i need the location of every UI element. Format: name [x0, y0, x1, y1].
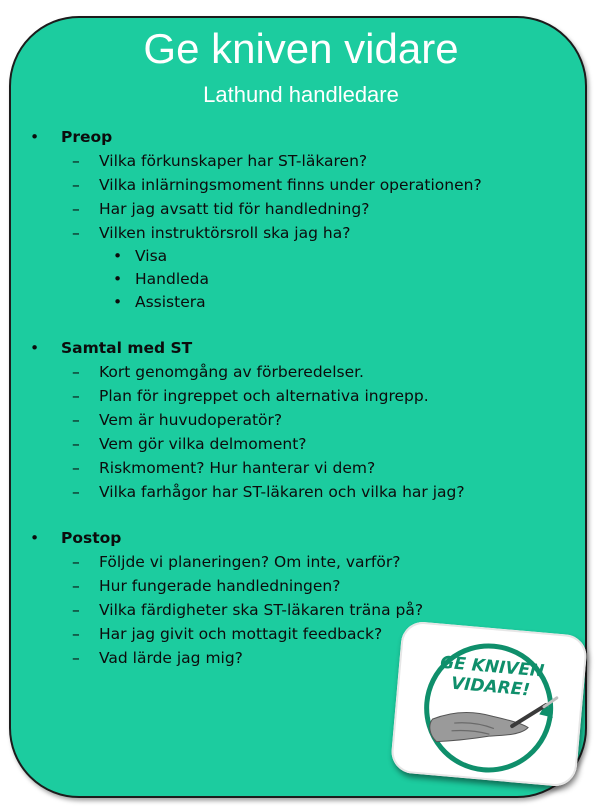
- list-item: – Följde vi planeringen? Om inte, varför?: [0, 550, 580, 574]
- list-item: – Vilka inlärningsmoment finns under operationen?: [0, 173, 580, 197]
- list-item: – Plan för ingreppet och alternativa ingrepp.: [0, 384, 580, 408]
- list-item: – Vad lärde jag mig?: [0, 646, 580, 670]
- section-heading: • Postop: [0, 526, 580, 550]
- list-item: – Riskmoment? Hur hanterar vi dem?: [0, 456, 580, 480]
- section-heading: • Preop: [0, 125, 580, 149]
- list-item: – Vilka färdigheter ska ST-läkaren träna på?: [0, 598, 580, 622]
- logo-tile: [390, 620, 589, 788]
- sub-list-item: • Assistera: [0, 291, 580, 314]
- logo-text-line2: VIDARE!: [450, 673, 531, 701]
- section-preop: [0, 125, 580, 314]
- list-item: – Hur fungerade handledningen?: [0, 574, 580, 598]
- sub-list-item: • Visa: [0, 245, 580, 268]
- list-item: – Vilken instruktörsroll ska jag ha?: [0, 221, 580, 245]
- list-item: – Vem gör vilka delmoment?: [0, 432, 580, 456]
- page-title: Ge kniven vidare: [143, 25, 459, 72]
- list-item: – Kort genomgång av förberedelser.: [0, 360, 580, 384]
- list-item: – Vilka förkunskaper har ST-läkaren?: [0, 149, 580, 173]
- sub-list-item: • Handleda: [0, 268, 580, 291]
- logo-badge: [390, 620, 589, 788]
- logo-graphic: [390, 620, 589, 788]
- page-subtitle: Lathund handledare: [203, 82, 399, 107]
- list-item: – Vem är huvudoperatör?: [0, 408, 580, 432]
- list-item: – Har jag givit och mottagit feedback?: [0, 622, 580, 646]
- logo-text-line1: GE KNIVEN: [439, 652, 546, 682]
- section-heading: • Samtal med ST: [0, 336, 580, 360]
- list-item: – Vilka farhågor har ST-läkaren och vilka har jag?: [0, 480, 580, 504]
- list-item: – Har jag avsatt tid för handledning?: [0, 197, 580, 221]
- checklist: [0, 125, 580, 670]
- section-samtal-med-st: [0, 336, 580, 504]
